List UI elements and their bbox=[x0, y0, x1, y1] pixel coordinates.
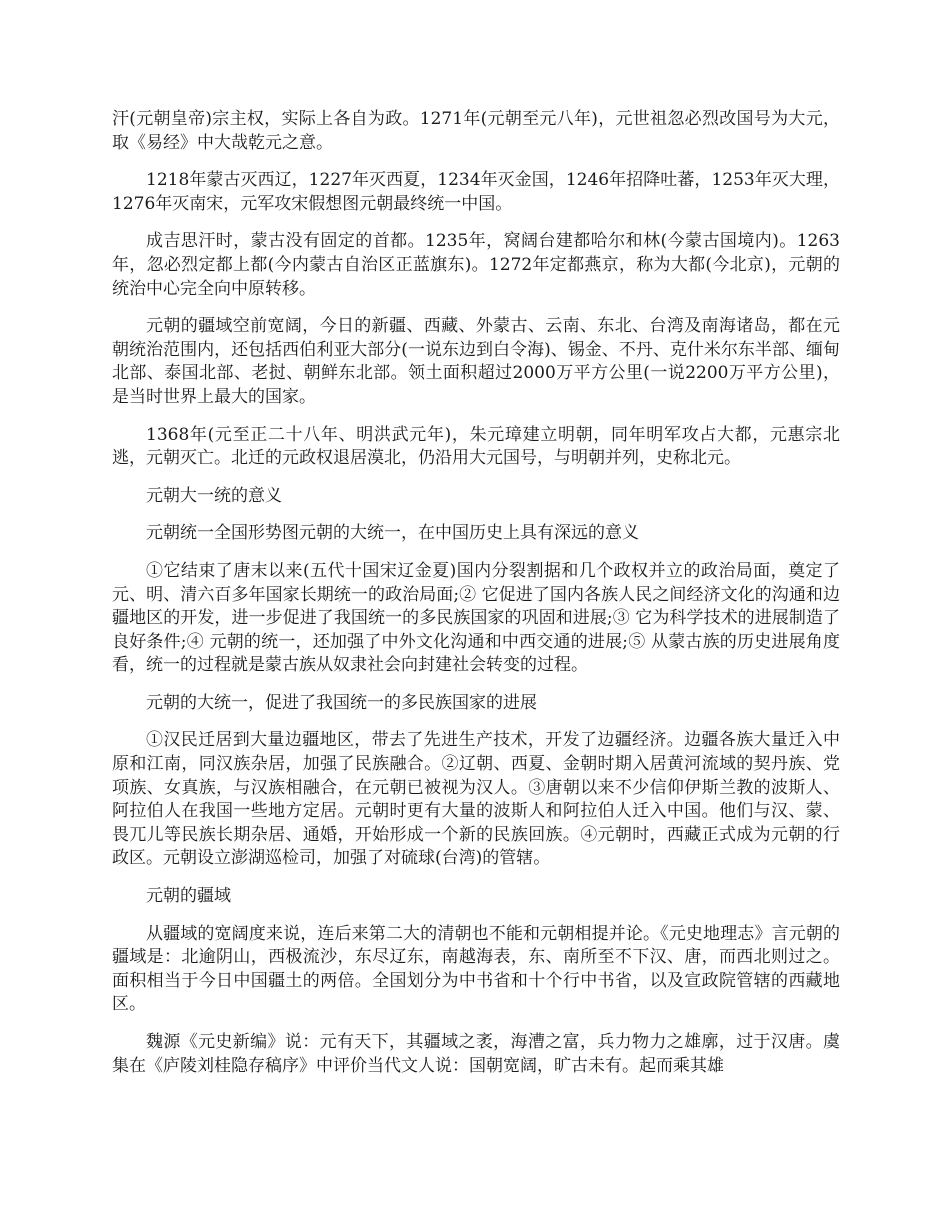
paragraph-multiethnic-points: ①汉民迁居到大量边疆地区，带去了先进生产技术，开发了边疆经济。边疆各族大量迁入中原和江南，同汉族杂居，加强了民族融合。②辽朝、西夏、金朝时期入居黄河流域的契丹族、党项族、女真族，与汉族相融合，在元朝已被视为汉人。③唐朝以来不少信仰伊斯兰教的波斯人、阿拉伯人在我国一些地方定居。元朝时更有大量的波斯人和阿拉伯人迁入中国。他们与汉、蒙、畏兀儿等民族长期杂居、通婚，开始形成一个新的民族回族。④元朝时，西藏正式成为元朝的行政区。元朝设立澎湖巡检司，加强了对硫球(台湾)的管辖。 bbox=[112, 730, 840, 869]
paragraph-continuation: 汗(元朝皇帝)宗主权，实际上各自为政。1271年(元朝至元八年)，元世祖忽必烈改国号为大元，取《易经》中大哉乾元之意。 bbox=[112, 109, 840, 153]
paragraph-unification-intro: 元朝统一全国形势图元朝的大统一，在中国历史上具有深远的意义 bbox=[146, 523, 639, 544]
paragraph-multiethnic-heading: 元朝的大统一，促进了我国统一的多民族国家的进展 bbox=[146, 692, 537, 713]
paragraph-territory: 元朝的疆域空前宽阔，今日的新疆、西藏、外蒙古、云南、东北、台湾及南海诸岛，都在元朝统治范围内，还包括西伯利亚大部分(一说东边到白令海)、锡金、不丹、克什米尔东半部、缅甸北部、泰国北部、老挝、朝鲜东北部。领土面积超过2000万平方公里(一说2200万平方公里)，是当时世界上最大的国家。 bbox=[112, 316, 840, 407]
section-heading-unification-significance: 元朝大一统的意义 bbox=[146, 485, 282, 506]
document-page bbox=[112, 108, 840, 1092]
paragraph-wei-yuan-quote: 魏源《元史新编》说：元有天下，其疆域之袤，海漕之富，兵力物力之雄廓，过于汉唐。虞集在《庐陵刘桂隐存稿序》中评价当代文人说：国朝宽阔，旷古未有。起而乘其雄 bbox=[112, 1032, 840, 1076]
paragraph-capitals: 成吉思汗时，蒙古没有固定的首都。1235年，窝阔台建都哈尔和林(今蒙古国境内)。1263年，忽必烈定都上都(今内蒙古自治区正蓝旗东)。1272年定都燕京，称为大都(今北京)，元朝的统治中心完全向中原转移。 bbox=[112, 231, 840, 299]
paragraph-fall-of-yuan: 1368年(元至正二十八年、明洪武元年)，朱元璋建立明朝，同年明军攻占大都，元惠宗北逃，元朝灭亡。北迁的元政权退居漠北，仍沿用大元国号，与明朝并列，史称北元。 bbox=[112, 424, 840, 469]
section-heading-territory: 元朝的疆域 bbox=[146, 886, 231, 907]
paragraph-territory-extent: 从疆域的宽阔度来说，连后来第二大的清朝也不能和元朝相提并论。《元史地理志》言元朝的疆域是：北逾阴山，西极流沙，东尽辽东，南越海表，东、南所至不下汉、唐，而西北则过之。面积相当于今日中国疆土的两倍。全国划分为中书省和十个行中书省，以及宣政院管辖的西藏地区。 bbox=[112, 923, 840, 1015]
paragraph-unification-points: ①它结束了唐末以来(五代十国宋辽金夏)国内分裂割据和几个政权并立的政治局面，奠定了元、明、清六百多年国家长期统一的政治局面;② 它促进了国内各族人民之间经济文化的沟通和边疆地区的开发，进一步促进了我国统一的多民族国家的巩固和进展;③ 它为科学技术的进展制造了良好条件;④ 元朝的统一，还加强了中外文化沟通和中西交通的进展;⑤ 从蒙古族的历史进展角度看，统一的过程就是蒙古族从奴隶社会向封建社会转变的过程。 bbox=[112, 560, 840, 676]
paragraph-conquest-dates: 1218年蒙古灭西辽，1227年灭西夏，1234年灭金国，1246年招降吐蕃，1253年灭大理，1276年灭南宋，元军攻宋假想图元朝最终统一中国。 bbox=[112, 170, 840, 214]
